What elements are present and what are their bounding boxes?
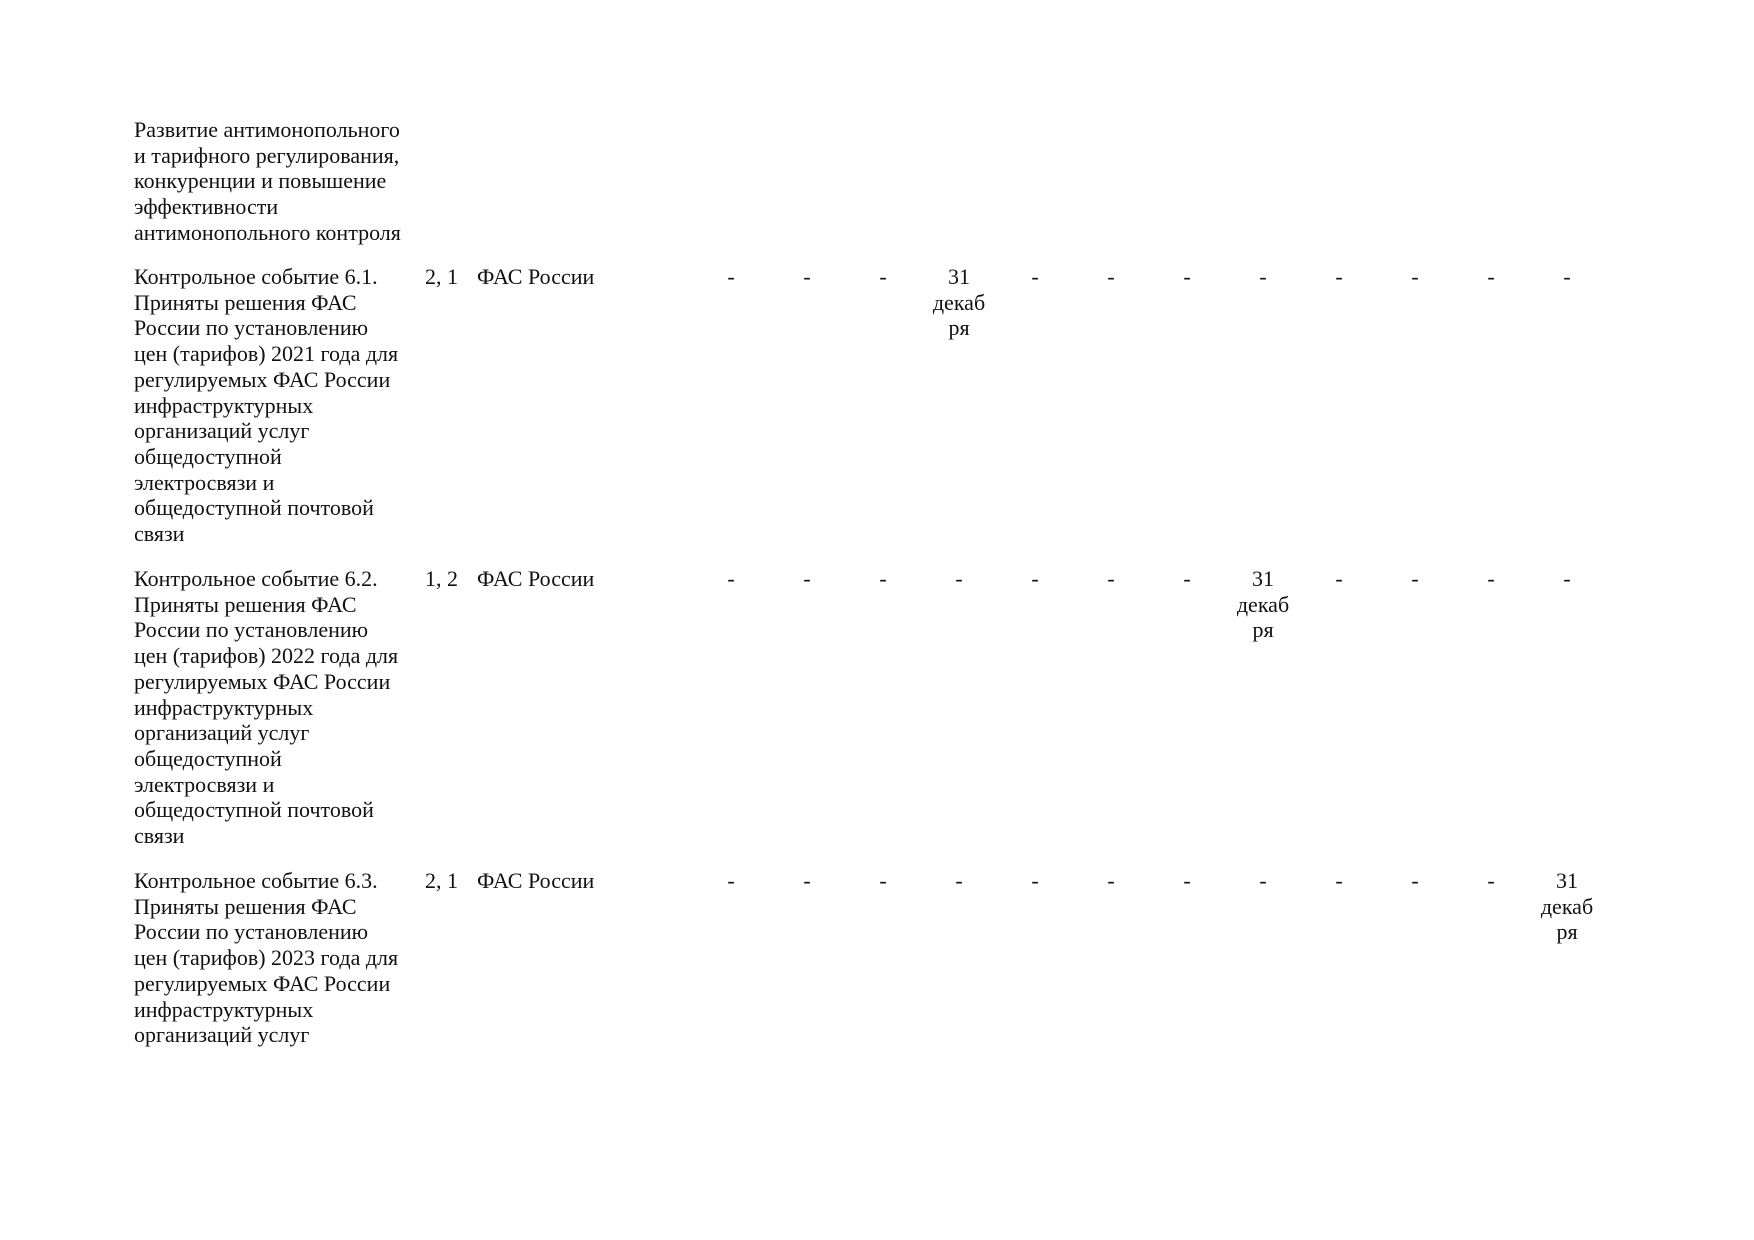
- schedule-cell-value: -: [1563, 264, 1571, 289]
- schedule-cell: [772, 868, 842, 894]
- schedule-cell: [1228, 264, 1298, 290]
- schedule-cell: [1000, 868, 1070, 894]
- event-description-line: Контрольное событие 6.2.: [134, 566, 378, 591]
- schedule-cell: [1304, 868, 1374, 894]
- responsible-org: ФАС России: [477, 868, 595, 893]
- schedule-cell-value: -: [1335, 868, 1343, 893]
- schedule-cell: [1228, 868, 1298, 894]
- event-description-line: России по установлению: [134, 919, 369, 945]
- event-description-line: регулируемых ФАС России: [134, 668, 391, 694]
- event-description: [134, 264, 414, 547]
- event-description-line: цен (тарифов) 2021 года для: [134, 341, 399, 367]
- schedule-cell: [696, 868, 766, 894]
- schedule-cell: [924, 264, 994, 341]
- schedule-cell-value: декаб: [1540, 893, 1594, 919]
- schedule-cell: [924, 566, 994, 592]
- event-description-line: регулируемых ФАС России: [134, 366, 391, 392]
- schedule-cell-value: -: [1107, 868, 1115, 893]
- schedule-cell-value: -: [1411, 566, 1419, 591]
- schedule-cell: [1304, 264, 1374, 290]
- schedule-cell: [1532, 566, 1602, 592]
- schedule-cell-value: -: [727, 264, 735, 289]
- event-code: 2, 1: [425, 868, 458, 893]
- event-description-line: Приняты решения ФАС: [134, 591, 357, 617]
- event-description-line: цен (тарифов) 2023 года для: [134, 945, 399, 971]
- schedule-cell-value: -: [879, 566, 887, 591]
- schedule-cell-value: -: [1031, 566, 1039, 591]
- schedule-cell-value: декаб: [932, 289, 986, 315]
- schedule-cell-value: -: [955, 868, 963, 893]
- responsible-org: ФАС России: [477, 566, 595, 591]
- schedule-cell-value: -: [1259, 264, 1267, 289]
- section-title-line: эффективности: [134, 194, 279, 220]
- schedule-cell: [848, 264, 918, 290]
- event-description-line: цен (тарифов) 2022 года для: [134, 643, 399, 669]
- event-description-line: электросвязи и: [134, 771, 275, 797]
- schedule-cell: [696, 566, 766, 592]
- event-description-line: Контрольное событие 6.3.: [134, 868, 378, 893]
- schedule-cell: [1228, 566, 1298, 643]
- schedule-cell-value: -: [1183, 264, 1191, 289]
- schedule-cell-value: -: [1107, 566, 1115, 591]
- schedule-cell-value: 31: [948, 264, 970, 289]
- event-description-line: Контрольное событие 6.1.: [134, 264, 378, 289]
- schedule-cell-value: -: [803, 566, 811, 591]
- schedule-cell: [1152, 868, 1222, 894]
- schedule-cell-value: -: [955, 566, 963, 591]
- schedule-cell: [1000, 566, 1070, 592]
- schedule-cell: [772, 264, 842, 290]
- section-title: [134, 117, 424, 246]
- event-description-line: инфраструктурных: [134, 996, 314, 1022]
- schedule-cell-value: декаб: [1236, 591, 1290, 617]
- schedule-cell: [1076, 868, 1146, 894]
- schedule-cell-value: -: [879, 868, 887, 893]
- event-description-line: России по установлению: [134, 617, 369, 643]
- schedule-cell: [848, 868, 918, 894]
- schedule-cell-value: ря: [948, 315, 970, 341]
- schedule-cell: [1456, 868, 1526, 894]
- event-description-line: регулируемых ФАС России: [134, 970, 391, 996]
- event-description-line: общедоступной почтовой: [134, 495, 374, 521]
- event-description-line: связи: [134, 521, 185, 547]
- event-code: 1, 2: [425, 566, 458, 591]
- schedule-cell: [1152, 566, 1222, 592]
- event-description-line: Приняты решения ФАС: [134, 289, 357, 315]
- event-description: [134, 566, 414, 849]
- event-description-line: общедоступной: [134, 745, 282, 771]
- schedule-cell: [924, 868, 994, 894]
- schedule-cell-value: ря: [1252, 617, 1274, 643]
- event-description-line: организаций услуг: [134, 418, 310, 444]
- schedule-cell-value: -: [1031, 264, 1039, 289]
- section-title-line: антимонопольного контроля: [134, 219, 401, 245]
- event-description-line: инфраструктурных: [134, 392, 314, 418]
- schedule-cell-value: -: [1183, 566, 1191, 591]
- schedule-cell-value: -: [1487, 264, 1495, 289]
- schedule-cell: [1076, 264, 1146, 290]
- schedule-cell: [1380, 868, 1450, 894]
- schedule-cell-value: -: [803, 264, 811, 289]
- schedule-cell-value: -: [1563, 566, 1571, 591]
- section-title-line: конкуренции и повышение: [134, 168, 387, 194]
- event-description-line: инфраструктурных: [134, 694, 314, 720]
- schedule-cell: [1456, 566, 1526, 592]
- schedule-cell: [1532, 264, 1602, 290]
- schedule-cell-value: -: [1107, 264, 1115, 289]
- schedule-cell: [696, 264, 766, 290]
- schedule-cell-value: -: [1259, 868, 1267, 893]
- schedule-cell: [1304, 566, 1374, 592]
- schedule-cell-value: -: [1411, 868, 1419, 893]
- event-description-line: России по установлению: [134, 315, 369, 341]
- schedule-cell-value: 31: [1556, 868, 1578, 893]
- schedule-cell: [1380, 566, 1450, 592]
- schedule-cell-value: -: [803, 868, 811, 893]
- schedule-cell: [1152, 264, 1222, 290]
- schedule-cell-value: -: [1031, 868, 1039, 893]
- event-code: 2, 1: [425, 264, 458, 289]
- event-description-line: электросвязи и: [134, 469, 275, 495]
- schedule-cell-value: -: [1487, 566, 1495, 591]
- event-description-line: организаций услуг: [134, 720, 310, 746]
- schedule-cell-value: -: [1411, 264, 1419, 289]
- event-description-line: Приняты решения ФАС: [134, 893, 357, 919]
- section-title-line: и тарифного регулирования,: [134, 142, 400, 168]
- schedule-cell-value: -: [727, 868, 735, 893]
- schedule-cell-value: -: [1335, 264, 1343, 289]
- section-title-line: Развитие антимонопольного: [134, 117, 400, 142]
- schedule-cell: [1456, 264, 1526, 290]
- schedule-cell: [848, 566, 918, 592]
- schedule-cell-value: 31: [1252, 566, 1274, 591]
- schedule-cell-value: -: [1487, 868, 1495, 893]
- event-description-line: организаций услуг: [134, 1022, 310, 1048]
- schedule-cell-value: -: [1183, 868, 1191, 893]
- schedule-cell-value: -: [727, 566, 735, 591]
- schedule-cell-value: ря: [1556, 919, 1578, 945]
- responsible-org: ФАС России: [477, 264, 595, 289]
- schedule-cell: [1076, 566, 1146, 592]
- event-description-line: связи: [134, 823, 185, 849]
- schedule-cell-value: -: [879, 264, 887, 289]
- event-description-line: общедоступной почтовой: [134, 797, 374, 823]
- schedule-cell: [1380, 264, 1450, 290]
- schedule-cell: [1000, 264, 1070, 290]
- schedule-cell-value: -: [1335, 566, 1343, 591]
- schedule-cell: [772, 566, 842, 592]
- event-description: [134, 868, 414, 1048]
- schedule-cell: [1532, 868, 1602, 945]
- event-description-line: общедоступной: [134, 443, 282, 469]
